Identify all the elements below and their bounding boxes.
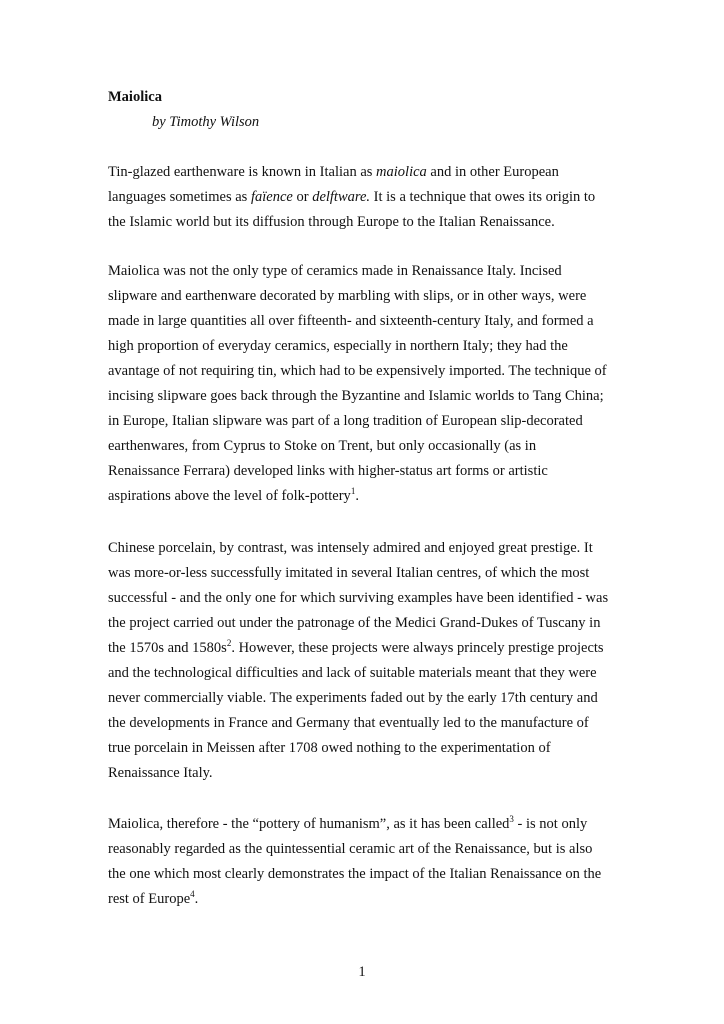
text-line <box>108 686 608 711</box>
text-line <box>108 561 608 586</box>
text-line <box>108 210 595 235</box>
text-run: Maiolica, therefore - the “pottery of humanism”, as it has been called <box>108 816 510 832</box>
text-run: Renaissance Italy. <box>108 765 213 781</box>
paragraph <box>108 160 595 235</box>
text-run: successful - and the only one for which surviving examples have been identified - was <box>108 590 609 606</box>
text-line <box>108 536 608 561</box>
text-run: It is a technique that owes its origin to <box>370 189 596 205</box>
italic-term: faïence <box>250 189 293 205</box>
text-line <box>108 586 608 611</box>
text-line <box>108 812 601 837</box>
text-line <box>108 259 607 284</box>
text-run: incising slipware goes back through the Byzantine and Islamic worlds to Tang China; <box>108 388 604 404</box>
text-run: the one which most clearly demonstrates the impact of the Italian Renaissance on the <box>108 866 602 882</box>
text-run: the project carried out under the patronage of the Medici Grand-Dukes of Tuscany in <box>108 615 601 631</box>
footnote-marker: 4 <box>190 889 195 900</box>
text-run: earthenwares, from Cyprus to Stoke on Trent, but only occasionally (as in <box>108 438 537 454</box>
text-run: . <box>355 488 359 504</box>
text-line <box>108 484 607 509</box>
text-line <box>108 185 595 210</box>
italic-term: delftware. <box>312 189 371 205</box>
text-line <box>108 837 601 862</box>
text-run: was more-or-less successfully imitated in several Italian centres, of which the most <box>108 565 590 581</box>
text-run: Tin-glazed earthenware is known in Italian as <box>108 164 377 180</box>
text-line <box>108 409 607 434</box>
paragraph <box>108 812 601 912</box>
text-run: languages sometimes as <box>108 189 251 205</box>
text-run: never commercially viable. The experiments faded out by the early 17th century and <box>108 690 598 706</box>
text-run: rest of Europe <box>108 891 191 907</box>
text-line <box>108 862 601 887</box>
text-run: and in other European <box>426 164 559 180</box>
text-run: the developments in France and Germany that eventually led to the manufacture of <box>108 715 589 731</box>
text-run: slipware and earthenware decorated by marbling with slips, or in other ways, were <box>108 288 587 304</box>
text-run: aspirations above the level of folk-pottery <box>108 488 351 504</box>
text-run: or <box>292 189 313 205</box>
document-title: Maiolica <box>108 89 162 105</box>
footnote-marker: 2 <box>226 638 232 649</box>
italic-term: maiolica <box>376 164 427 180</box>
text-run: in Europe, Italian slipware was part of a long tradition of European slip-decorated <box>108 413 583 429</box>
text-line <box>108 736 608 761</box>
text-run: made in large quantities all over fifteenth- and sixteenth-century Italy, and formed a <box>108 313 594 329</box>
text-line <box>108 459 607 484</box>
footnote-marker: 3 <box>509 814 514 825</box>
text-run: . <box>194 891 199 907</box>
text-line <box>108 636 608 661</box>
text-line <box>108 384 607 409</box>
paragraph <box>108 259 607 509</box>
text-line <box>108 887 601 912</box>
text-run: the Islamic world but its diffusion through Europe to the Italian Renaissance. <box>108 214 555 230</box>
text-line <box>108 284 607 309</box>
text-run: - is not only <box>513 816 588 832</box>
text-line <box>108 611 608 636</box>
page-number: 1 <box>358 964 366 980</box>
author-byline: by Timothy Wilson <box>152 114 260 130</box>
text-run: avantage of not requiring tin, which had to be expensively imported. The technique of <box>108 363 607 379</box>
text-run: high proportion of everyday ceramics, especially in northern Italy; they had the <box>108 338 568 354</box>
text-line <box>108 334 607 359</box>
text-run: Renaissance Ferrara) developed links with higher-status art forms or artistic <box>108 463 548 479</box>
paragraph <box>108 536 608 786</box>
text-line <box>108 359 607 384</box>
text-run: reasonably regarded as the quintessential ceramic art of the Renaissance, but is also <box>108 841 593 857</box>
text-line <box>108 711 608 736</box>
text-line <box>108 661 608 686</box>
text-run: true porcelain in Meissen after 1708 owed nothing to the experimentation of <box>108 740 551 756</box>
text-line <box>108 160 595 185</box>
footnote-marker: 1 <box>350 486 356 497</box>
text-run: Maiolica was not the only type of ceramics made in Renaissance Italy. Incised <box>108 263 562 279</box>
text-run: Chinese porcelain, by contrast, was intensely admired and enjoyed great prestige. It <box>108 540 593 556</box>
text-line <box>108 309 607 334</box>
text-run: the 1570s and 1580s <box>108 640 227 656</box>
text-run: . However, these projects were always princely prestige projects <box>231 640 604 656</box>
text-line <box>108 434 607 459</box>
text-line <box>108 761 608 786</box>
text-run: and the technological difficulties and lack of suitable materials meant that they were <box>108 665 597 681</box>
